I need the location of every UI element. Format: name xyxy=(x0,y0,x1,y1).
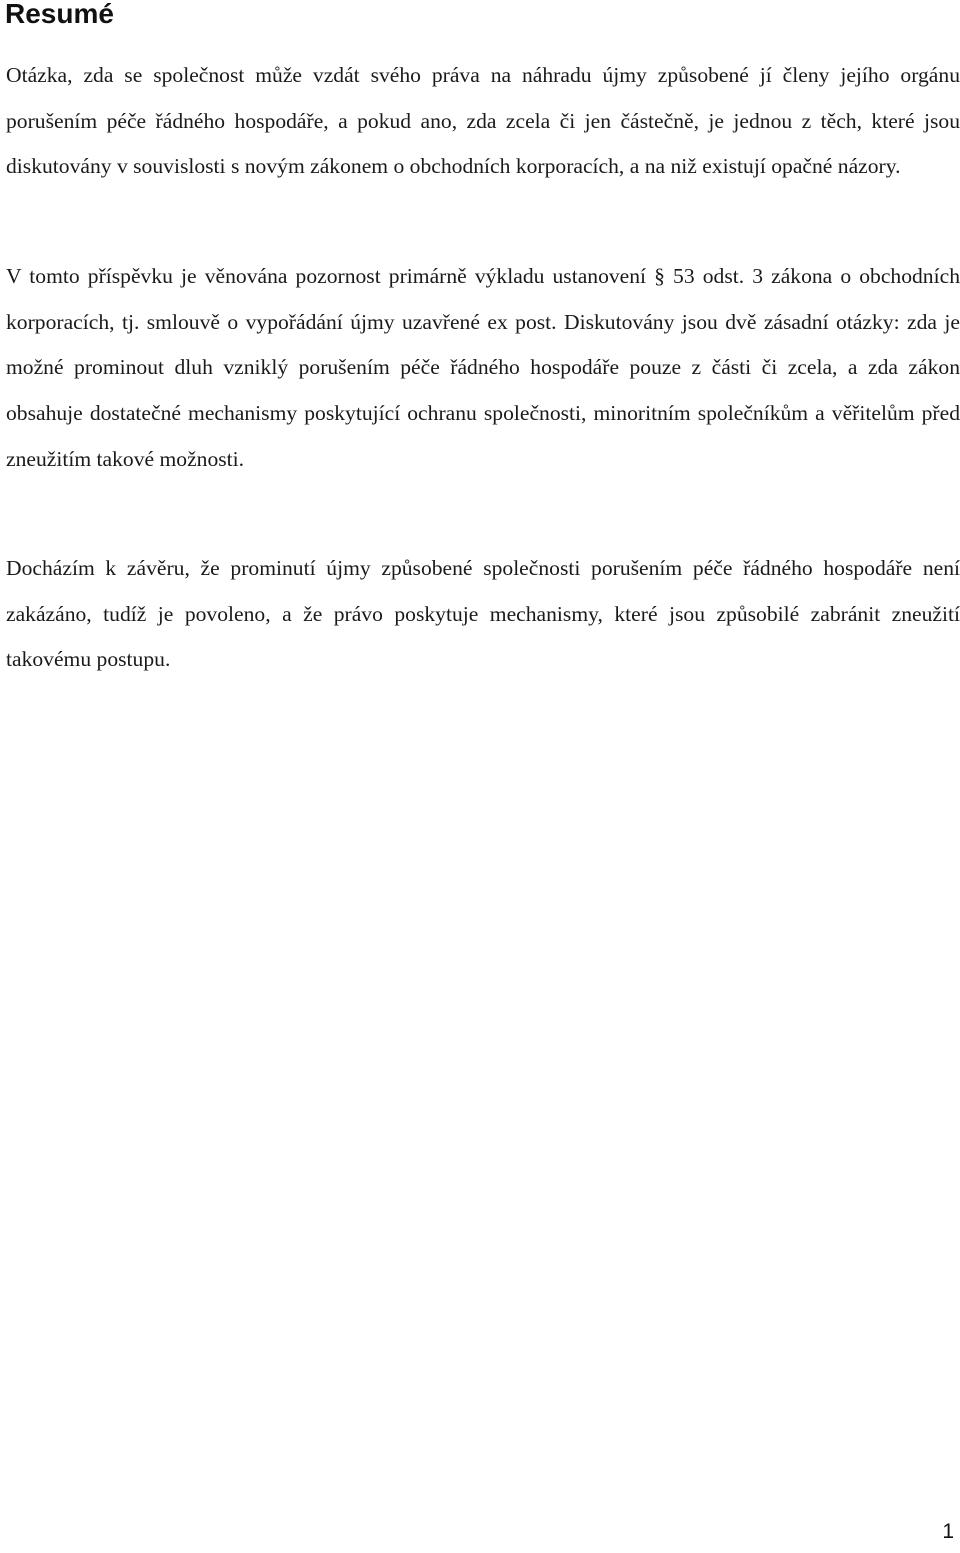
paragraph-1: Otázka, zda se společnost může vzdát svého práva na náhradu újmy způsobené jí členy jejího orgánu porušením péče řádného hospodáře, a pokud ano, zda zcela či jen částečně, je jednou z těch, které jsou diskutovány v souvislosti s novým zákonem o obchodních korporacích, a na niž existují opačné názory. xyxy=(6,63,960,179)
paragraph-3: Docházím k závěru, že prominutí újmy způsobené společnosti porušením péče řádného hospodáře není zakázáno, tudíž je povoleno, a že právo poskytuje mechanismy, které jsou způsobilé zabránit zneužití takovému postupu. xyxy=(6,556,960,672)
paragraph-2: V tomto příspěvku je věnována pozornost primárně výkladu ustanovení § 53 odst. 3 zákona o obchodních korporacích, tj. smlouvě o vypořádání újmy uzavřené ex post. Diskutovány jsou dvě zásadní otázky: zda je možné prominout dluh vzniklý porušením péče řádného hospodáře pouze z části či zcela, a zda zákon obsahuje dostatečné mechanismy poskytující ochranu společnosti, minoritním společníkům a věřitelům před zneužitím takové možnosti. xyxy=(6,264,960,471)
page-title: Resumé xyxy=(5,0,114,29)
page-number: 1 xyxy=(942,1520,954,1543)
